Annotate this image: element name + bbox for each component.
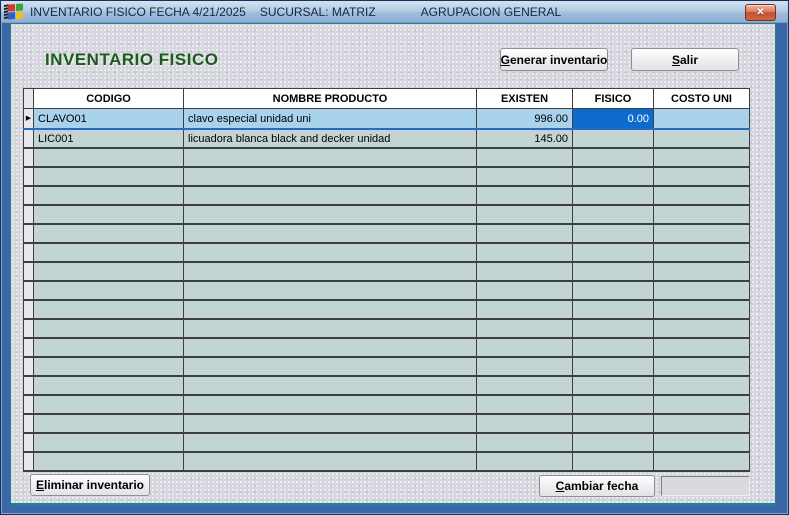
cell-costo-uni[interactable] [654,205,750,224]
window-title-agrupacion: AGRUPACION GENERAL [420,4,562,19]
cell-costo-uni[interactable] [654,338,750,357]
cell-fisico[interactable] [573,452,654,471]
table-row[interactable] [24,395,750,414]
cell-existen[interactable]: 145.00 [477,129,573,148]
cell-costo-uni[interactable] [654,167,750,186]
cell-nombre-producto[interactable] [184,186,477,205]
cell-nombre-producto[interactable]: licuadora blanca black and decker unidad [184,129,477,148]
cell-fisico[interactable] [573,357,654,376]
cell-codigo[interactable] [34,319,184,338]
cell-codigo[interactable] [34,186,184,205]
cell-fisico[interactable] [573,224,654,243]
generar-inventario-button[interactable]: Generar inventario [500,48,608,71]
cell-fisico[interactable] [573,148,654,167]
cell-nombre-producto[interactable] [184,300,477,319]
title-bar[interactable] [1,1,788,23]
cell-nombre-producto[interactable] [184,281,477,300]
cell-costo-uni[interactable] [654,281,750,300]
cell-nombre-producto[interactable] [184,148,477,167]
close-icon: ✕ [756,7,765,18]
table-row[interactable] [24,243,750,262]
table-row[interactable] [24,357,750,376]
cell-costo-uni[interactable] [654,452,750,471]
record-selector-cell[interactable] [24,414,34,433]
cell-codigo[interactable] [34,414,184,433]
form-content [10,23,776,505]
cell-nombre-producto[interactable] [184,338,477,357]
record-selector-cell[interactable] [24,281,34,300]
cell-nombre-producto[interactable] [184,433,477,452]
cell-codigo[interactable] [34,433,184,452]
table-row[interactable] [24,224,750,243]
column-header-nombre-producto[interactable]: NOMBRE PRODUCTO [184,89,477,109]
table-row[interactable] [24,186,750,205]
cell-codigo[interactable] [34,205,184,224]
cell-nombre-producto[interactable] [184,224,477,243]
table-row[interactable] [24,338,750,357]
cell-codigo[interactable] [34,167,184,186]
cell-fisico[interactable] [573,300,654,319]
fecha-input[interactable] [661,476,750,496]
cell-codigo[interactable] [34,148,184,167]
record-pointer-icon: ▶ [25,115,32,122]
cell-fisico[interactable] [573,338,654,357]
record-selector-cell[interactable] [24,395,34,414]
eliminar-inventario-button[interactable]: Eliminar inventario [30,474,150,496]
record-selector-cell[interactable] [24,433,34,452]
cell-existen[interactable] [477,300,573,319]
record-selector-cell[interactable] [24,167,34,186]
table-row[interactable] [24,167,750,186]
cell-fisico[interactable] [573,319,654,338]
cell-existen[interactable] [477,224,573,243]
table-row[interactable] [24,376,750,395]
cell-fisico[interactable] [573,243,654,262]
cell-fisico[interactable] [573,376,654,395]
cell-costo-uni[interactable] [654,376,750,395]
cell-codigo[interactable] [34,395,184,414]
table-header-row [24,89,750,109]
cell-existen[interactable] [477,376,573,395]
cell-codigo[interactable] [34,338,184,357]
cell-costo-uni[interactable] [654,148,750,167]
close-button[interactable] [745,4,776,21]
cell-existen[interactable] [477,281,573,300]
cell-codigo[interactable]: LIC001 [34,129,184,148]
table-row[interactable] [24,452,750,471]
cell-costo-uni[interactable] [654,262,750,281]
cell-fisico[interactable] [573,186,654,205]
record-selector-cell[interactable] [24,300,34,319]
cell-costo-uni[interactable] [654,395,750,414]
cell-codigo[interactable]: CLAVO01 [34,109,184,130]
cell-fisico[interactable] [573,395,654,414]
cell-costo-uni[interactable] [654,319,750,338]
cell-nombre-producto[interactable] [184,376,477,395]
cell-fisico[interactable] [573,129,654,148]
app-windows-logo-icon [8,3,24,19]
cell-existen[interactable] [477,357,573,376]
cell-fisico[interactable] [573,167,654,186]
cell-existen[interactable] [477,452,573,471]
cell-costo-uni[interactable] [654,357,750,376]
cell-codigo[interactable] [34,452,184,471]
cell-codigo[interactable] [34,300,184,319]
window-title [30,5,561,19]
cell-costo-uni[interactable] [654,109,750,130]
cell-nombre-producto[interactable] [184,452,477,471]
cell-existen[interactable] [477,205,573,224]
inventory-grid [23,88,750,472]
cell-costo-uni[interactable] [654,243,750,262]
cell-fisico[interactable] [573,205,654,224]
cell-existen[interactable] [477,319,573,338]
record-selector-cell[interactable] [24,376,34,395]
cell-costo-uni[interactable] [654,414,750,433]
record-selector-cell[interactable] [24,262,34,281]
cell-codigo[interactable] [34,357,184,376]
table-row[interactable] [24,300,750,319]
window-title-fecha: INVENTARIO FISICO FECHA 4/21/2025 [30,4,246,19]
cell-fisico[interactable] [573,262,654,281]
cell-nombre-producto[interactable] [184,205,477,224]
cell-codigo[interactable] [34,243,184,262]
column-header-fisico[interactable]: FISICO [573,89,654,109]
cell-costo-uni[interactable] [654,129,750,148]
table-row[interactable] [24,205,750,224]
cell-fisico[interactable]: 0.00 [573,109,654,130]
record-selector-cell[interactable] [24,452,34,471]
cell-existen[interactable] [477,395,573,414]
table-row[interactable] [24,262,750,281]
record-selector-cell[interactable] [24,186,34,205]
column-header-existen[interactable]: EXISTEN [477,89,573,109]
table-row[interactable] [24,319,750,338]
cell-existen[interactable]: 996.00 [477,109,573,130]
record-selector-cell[interactable] [24,243,34,262]
cell-costo-uni[interactable] [654,300,750,319]
cambiar-fecha-button[interactable]: Cambiar fecha [539,475,655,497]
cell-nombre-producto[interactable] [184,319,477,338]
cell-costo-uni[interactable] [654,433,750,452]
cell-codigo[interactable] [34,281,184,300]
column-header-costo-uni[interactable]: COSTO UNI [654,89,750,109]
table-row[interactable] [24,109,750,130]
cell-fisico[interactable] [573,433,654,452]
cell-nombre-producto[interactable] [184,357,477,376]
cell-existen[interactable] [477,186,573,205]
table-row[interactable] [24,148,750,167]
cell-existen[interactable] [477,262,573,281]
cell-nombre-producto[interactable]: clavo especial unidad uni [184,109,477,130]
cell-nombre-producto[interactable] [184,395,477,414]
cell-nombre-producto[interactable] [184,414,477,433]
record-selector-cell[interactable] [24,357,34,376]
inventory-table-body [24,109,750,472]
cell-nombre-producto[interactable] [184,262,477,281]
cell-costo-uni[interactable] [654,224,750,243]
cell-fisico[interactable] [573,281,654,300]
record-selector-cell[interactable] [24,224,34,243]
cell-codigo[interactable] [34,376,184,395]
cell-nombre-producto[interactable] [184,167,477,186]
record-selector-header [24,89,34,109]
record-selector-cell[interactable] [24,319,34,338]
cell-existen[interactable] [477,148,573,167]
cell-existen[interactable] [477,243,573,262]
table-row[interactable] [24,433,750,452]
cell-existen[interactable] [477,433,573,452]
table-row[interactable] [24,281,750,300]
column-header-codigo[interactable]: CODIGO [34,89,184,109]
cell-existen[interactable] [477,167,573,186]
cell-fisico[interactable] [573,414,654,433]
record-selector-cell[interactable] [24,129,34,148]
table-row[interactable] [24,414,750,433]
record-selector-cell[interactable] [24,205,34,224]
window-title-sucursal: SUCURSAL: MATRIZ [259,4,376,19]
cell-codigo[interactable] [34,224,184,243]
salir-button[interactable]: Salir [631,48,739,71]
record-selector-cell[interactable] [24,109,34,130]
page-title: INVENTARIO FISICO [45,50,219,69]
cell-costo-uni[interactable] [654,186,750,205]
record-selector-cell[interactable] [24,148,34,167]
table-row[interactable] [24,129,750,148]
record-selector-cell[interactable] [24,338,34,357]
cell-existen[interactable] [477,414,573,433]
cell-nombre-producto[interactable] [184,243,477,262]
cell-existen[interactable] [477,338,573,357]
cell-codigo[interactable] [34,262,184,281]
